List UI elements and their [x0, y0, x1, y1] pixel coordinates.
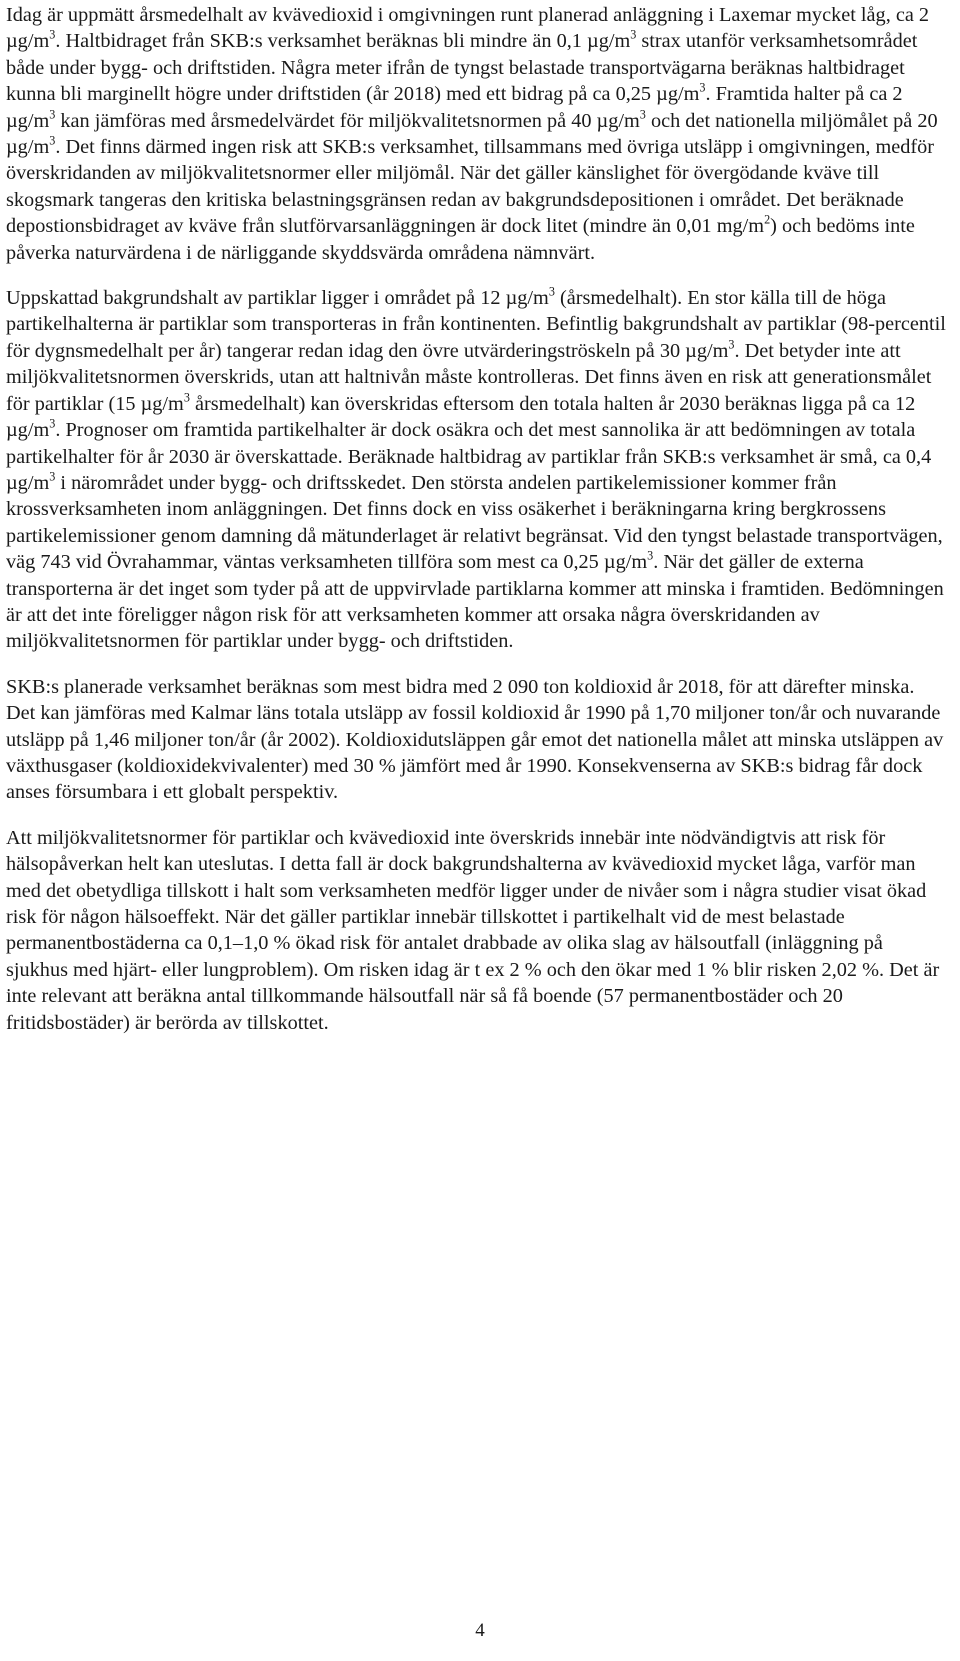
paragraph-particles: Uppskattad bakgrundshalt av partiklar ligger i området på 12 $\mu g/m^3$ (årsmedelhalt). En stor källa till de höga partikelhalterna är partiklar som transporteras in från kontinenten. Befintlig bakgrundshalt av partiklar (98-percentil för dygnsmedelhalt per år) tangerar redan idag den övre utvärderingströskeln på 30 $\mu g/m^3$. Det betyder inte att miljökvalitetsnormen överskrids, utan att haltnivån måste kontrolleras. Det finns även en risk att generationsmålet för partiklar (15 $\mu g/m^3$ årsmedelhalt) kan överskridas eftersom den totala halten år 2030 beräknas ligga på ca 12 $\mu g/m^3$. Prognoser om framtida partikelhalter är dock osäkra och det mest sannolika är att bedömningen av totala partikelhalter för år 2030 är överskattade. Beräknade haltbidrag av partiklar från SKB:s verksamhet är små, ca 0,4 $\mu g/m^3$ i närområdet under bygg- och driftsskedet. Den största andelen partikelemissioner kommer från krossverksamheten inom anläggningen. Det finns dock en viss osäkerhet i beräkningarna kring bergkrossens partikelemissioner genom damning då mätunderlaget är relativt begränsat. Vid den tyngst belastade transportvägen, väg 743 vid Övrahammar, väntas verksamheten tillföra som mest ca 0,25 $\mu g/m^3$. När det gäller de externa transporterna är det inget som tyder på att de uppvirvlade partiklarna kommer att minska i framtiden. Bedömningen är att det inte föreligger någon risk för att verksamheten kommer att orsaka några överskridanden av miljökvalitetsnormen för partiklar under bygg- och driftstiden.	[6, 284, 946, 653]
paragraph-carbon-dioxide: SKB:s planerade verksamhet beräknas som mest bidra med 2 090 ton koldioxid år 2018, för att därefter minska. Det kan jämföras med Kalmar läns totala utsläpp av fossil koldioxid år 1990 på 1,70 miljoner ton/år och nuvarande utsläpp på 1,46 miljoner ton/år (år 2002). Koldioxidutsläppen går emot det nationella målet att minska utsläppen av växthusgaser (koldioxidekvivalenter) med 30 % jämfört med år 1990. Konsekvenserna av SKB:s bidrag får dock anses försumbara i ett globalt perspektiv.	[6, 675, 944, 804]
document-body	[6, 2, 946, 1055]
paragraph-nitrogen-dioxide: Idag är uppmätt årsmedelhalt av kvävedioxid i omgivningen runt planerad anläggning i Laxemar mycket låg, ca 2 $\mu g/m^3$. Haltbidraget från SKB:s verksamhet beräknas bli mindre än 0,1 $\mu g/m^3$ strax utanför verksamhetsområdet både under bygg- och driftstiden. Några meter ifrån de tyngst belastade transportvägarna beräknas haltbidraget kunna bli marginellt högre under driftstiden (år 2018) med ett bidrag på ca 0,25 $\mu g/m^3$. Framtida halter på ca 2 $\mu g/m^3$ kan jämföras med årsmedelvärdet för miljökvalitetsnormen på 40 $\mu g/m^3$ och det nationella miljömålet på 20 $\mu g/m^3$. Det finns därmed ingen risk att SKB:s verksamhet, tillsammans med övriga utsläpp i omgivningen, medför överskridanden av miljökvalitetsnormer eller miljömål. När det gäller känslighet för övergödande kväve till skogsmark tangeras den kritiska belastningsgränsen redan av bakgrundsdepositionen i området. Det beräknade depostionsbidraget av kväve från slutförvarsanläggningen är dock litet (mindre än 0,01 $mg/m^2$) och bedöms inte påverka naturvärdena i de närliggande skyddsvärda områdena nämnvärt.	[6, 4, 938, 264]
paragraph-health-risk: Att miljökvalitetsnormer för partiklar och kvävedioxid inte överskrids innebär inte nödvändigtvis att risk för hälsopåverkan helt kan uteslutas. I detta fall är dock bakgrundshalterna av kvävedioxid mycket låga, varför man med det obetydliga tillskott i halt som verksamheten medför ligger under de nivåer som i några studier visat ökad risk för någon hälsoeffekt. När det gäller partiklar innebär tillskottet i partikelhalt vid de mest belastade permanentbostäderna ca 0,1–1,0 % ökad risk för antalet drabbade av olika slag av hälsoutfall (inläggning på sjukhus med hjärt- eller lungproblem). Om risken idag är t ex 2 % och den ökar med 1 % blir risken 2,02 %. Det är inte relevant att beräkna antal tillkommande hälsoutfall när så få boende (57 permanentbostäder och 20 fritidsbostäder) är berörda av tillskottet.	[6, 826, 940, 1034]
page-number: 4	[475, 1620, 485, 1641]
